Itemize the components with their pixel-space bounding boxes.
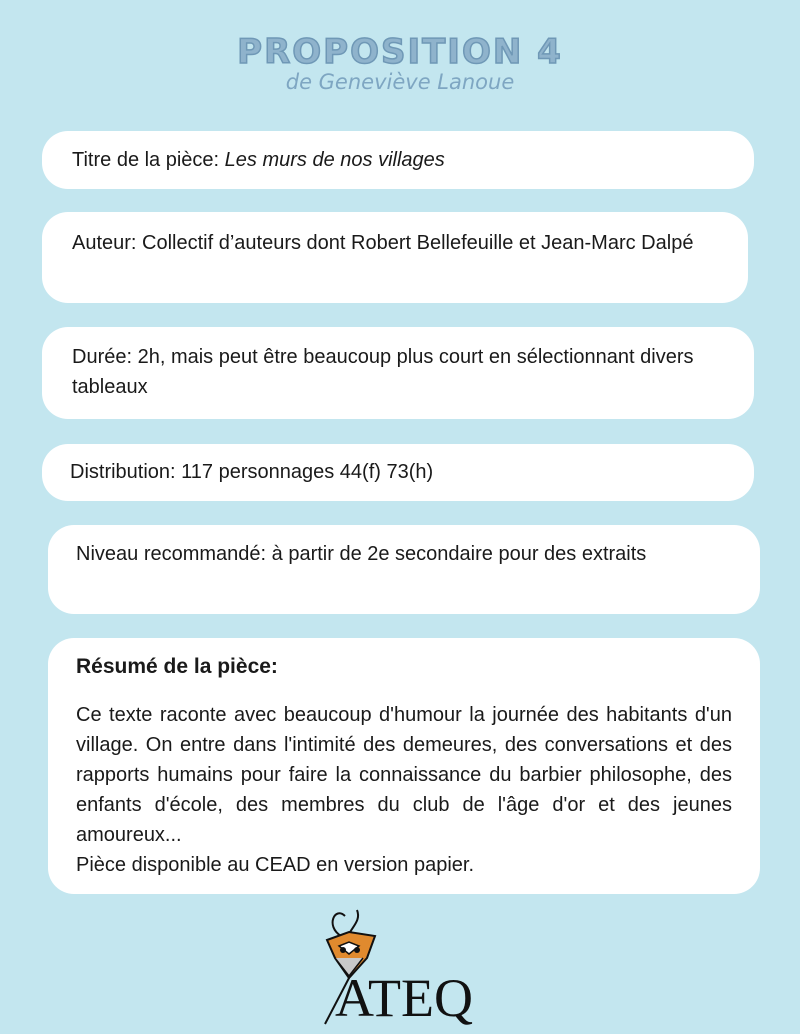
resume-title: Résumé de la pièce: bbox=[76, 655, 278, 678]
auteur-text: Auteur: Collectif d’auteurs dont Robert Bellefeuille et Jean-Marc Dalpé bbox=[72, 232, 694, 254]
titre-value: Les murs de nos villages bbox=[224, 149, 445, 171]
niveau-text: Niveau recommandé: à partir de 2e secondaire pour des extraits bbox=[76, 543, 647, 565]
niveau-card bbox=[48, 525, 760, 614]
resume-card bbox=[48, 638, 760, 894]
auteur-card bbox=[42, 212, 748, 303]
logo-text: ATEQ bbox=[335, 968, 473, 1028]
resume-text: Ce texte raconte avec beaucoup d'humour la journée des habitants d'un village. On entre dans l'intimité des demeures, des conversations et des rapports humains pour faire la connaissance du barbier philosophe, des enfants d'école, des membres du club de l'âge d'or et des jeunes amoureux... bbox=[76, 704, 732, 846]
duree-text: Durée: 2h, mais peut être beaucoup plus court en sélectionnant divers tableaux bbox=[72, 346, 694, 398]
duree-card bbox=[42, 327, 754, 419]
fox-mask-icon bbox=[305, 906, 515, 1029]
header bbox=[0, 30, 800, 96]
distribution-text: Distribution: 117 personnages 44(f) 73(h) bbox=[70, 461, 434, 483]
distribution-card bbox=[42, 444, 754, 501]
page-subtitle: de Geneviève Lanoue bbox=[285, 70, 515, 94]
ateq-logo bbox=[305, 906, 515, 1029]
titre-card bbox=[42, 131, 754, 189]
titre-label: Titre de la pièce: bbox=[72, 149, 225, 171]
page-title: PROPOSITION 4 bbox=[237, 32, 563, 72]
resume-note: Pièce disponible au CEAD en version papier. bbox=[76, 854, 475, 876]
